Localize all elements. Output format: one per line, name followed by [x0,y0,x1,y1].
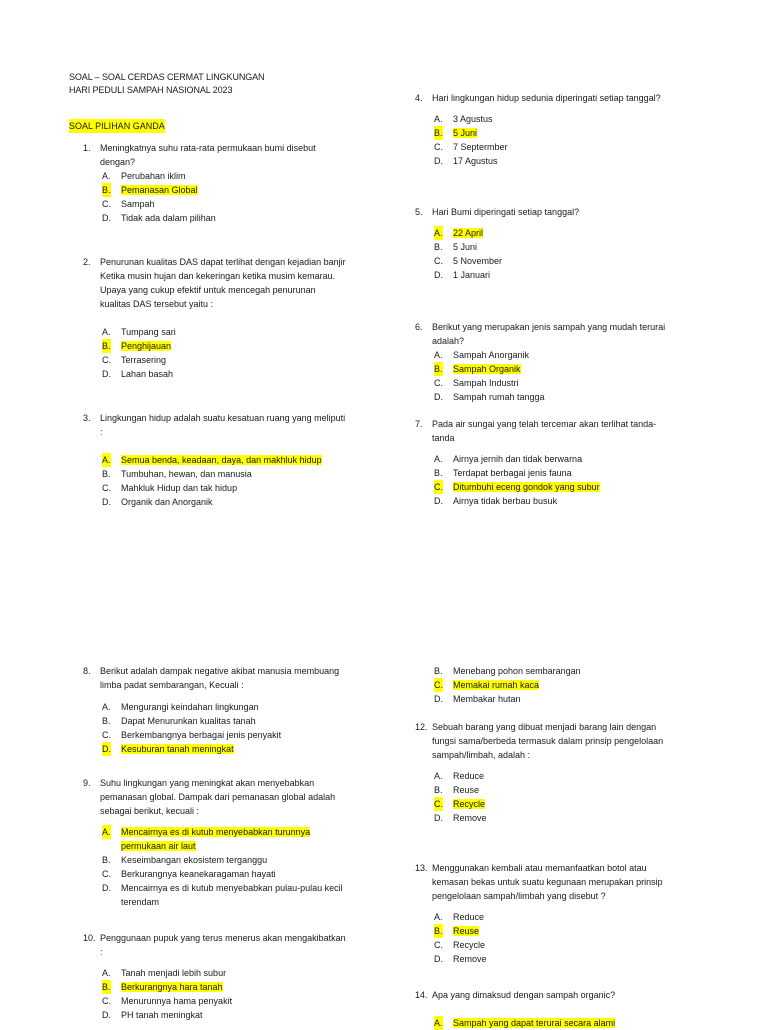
question-text [432,988,722,1002]
option-text-line: Menurunnya hama penyakit [121,996,233,1006]
option-text-line: Semua benda, keadaan, daya, dan makhluk hidup [121,455,322,465]
option-letter: C. [102,996,111,1006]
question-number: 6. [415,322,423,332]
option-text-line: Menebang pohon sembarangan [453,666,581,676]
question-text-line: Ketika musin hujan dan kekeringan ketika musim kemarau. [100,271,336,281]
option-text [453,390,545,404]
option-text [121,994,232,1008]
question-text [100,776,390,818]
option-text-line: Sampah Industri [453,378,519,388]
question-text-line: Hari Bumi diperingati setiap tanggal? [432,207,580,217]
option-text-line: 22 April [453,228,484,238]
option-letter: D. [434,496,443,506]
question-text-line: : [100,947,103,957]
option-letter: A. [102,702,111,712]
option-text-line: Ditumbuhi eceng gondok yang subur [453,482,600,492]
option-letter: B. [434,364,443,374]
option-letter: D. [102,883,111,893]
option-text [453,783,479,797]
question-number: 1. [83,143,91,153]
option-text [121,742,234,756]
option-text-line: 1 Januari [453,270,491,280]
option-letter: D. [434,813,443,823]
option-text [453,952,487,966]
option-letter: C. [102,355,111,365]
question-number: 13. [415,863,428,873]
option-letter: B. [434,128,443,138]
option-letter: C. [434,142,443,152]
document-title-line-1: SOAL – SOAL CERDAS CERMAT LINGKUNGAN [69,72,265,82]
option-text-line: 3 Agustus [453,114,493,124]
question-text-line: Berikut yang merupakan jenis sampah yang mudah terurai [432,322,666,332]
question-text-line: Apa yang dimaksud dengan sampah organic? [432,990,616,1000]
question-text-line: fungsi sama/berbeda termasuk dalam prinsip pengelolaan [432,736,664,746]
option-text [453,126,477,140]
option-letter: C. [434,940,443,950]
option-text-line: Penghijauan [121,341,172,351]
option-text [453,452,582,466]
question-text-line: Menggunakan kembali atau memanfaatkan botol atau [432,863,647,873]
option-letter: D. [434,954,443,964]
option-letter: C. [102,199,111,209]
question-text-line: Lingkungan hidup adalah suatu kesatuan ruang yang meliputi [100,413,346,423]
option-text-line: Dapat Menurunkan kualitas tanah [121,716,256,726]
option-text [453,348,529,362]
question-text [100,255,390,311]
option-letter: A. [102,171,111,181]
option-text [453,797,485,811]
option-text-line: Tumpang sari [121,327,176,337]
question-text [432,205,722,219]
option-text-line: Mencairnya es di kutub menyebabkan turunnya [121,827,311,837]
option-text-line: 7 Septermber [453,142,508,152]
option-text [121,325,176,339]
question-text-line: Meningkatnya suhu rata-rata permukaan bumi disebut [100,143,316,153]
option-text-line-2: permukaan air laut [121,841,196,851]
option-text [453,226,483,240]
option-letter: D. [102,369,111,379]
option-text [453,811,487,825]
option-text [453,268,490,282]
option-letter: C. [434,256,443,266]
option-letter: A. [102,968,111,978]
option-text [453,376,519,390]
question-text-line: Upaya yang cukup efektif untuk mencegah penurunan [100,285,316,295]
option-letter: B. [102,341,111,351]
option-letter: A. [434,1018,443,1028]
option-letter: A. [102,827,111,837]
document-title-line-2: HARI PEDULI SAMPAH NASIONAL 2023 [69,85,233,95]
option-text-line: Sampah [121,199,155,209]
option-text [121,495,213,509]
option-text-line: Perubahan iklim [121,171,186,181]
option-text [453,362,521,376]
option-letter: A. [434,454,443,464]
question-text [432,320,702,348]
question-number: 10. [83,933,96,943]
question-text-line: limba padat sembarangan, Kecuali : [100,680,244,690]
option-text-line: Berkembangnya berbagai jenis penyakit [121,730,282,740]
option-text-line: Reduce [453,771,485,781]
question-text-line: Pada air sungai yang telah tercemar akan terlihat tanda- [432,419,657,429]
option-text-line: Sampah Organik [453,364,521,374]
question-text [432,417,702,445]
question-text [100,664,390,692]
option-text [453,140,508,154]
option-text-line: Pemanasan Global [121,185,198,195]
option-text-line: Membakar hutan [453,694,521,704]
option-letter: D. [434,392,443,402]
question-text-line: Penurunan kualitas DAS dapat terlihat dengan kejadian banjir [100,257,346,267]
option-text-line: 5 Juni [453,128,478,138]
option-text [453,1016,615,1030]
option-letter: B. [102,716,111,726]
option-text-line: 5 Juni [453,242,478,252]
option-text [121,980,223,994]
option-text [453,466,572,480]
option-letter: C. [102,483,111,493]
option-text-line: Sampah yang dapat terurai secara alami [453,1018,616,1028]
option-letter: C. [434,680,443,690]
option-text [453,938,485,952]
option-text [121,367,173,381]
option-text [121,467,252,481]
option-letter: A. [102,455,111,465]
option-letter: B. [434,926,443,936]
question-number: 4. [415,93,423,103]
question-text [432,861,722,903]
option-letter: B. [102,185,111,195]
option-text-line: Terdapat berbagai jenis fauna [453,468,572,478]
option-text [121,169,186,183]
option-letter: D. [434,156,443,166]
option-letter: B. [102,855,111,865]
question-text-line: Penggunaan pupuk yang terus menerus akan mengakibatkan [100,933,346,943]
question-text [432,720,722,762]
option-text-line-2: terendam [121,897,160,907]
option-text-line: Sampah rumah tangga [453,392,545,402]
option-text-line: Airnya tidak berbau busuk [453,496,558,506]
option-text-line: Keseimbangan ekosistem terganggu [121,855,268,865]
option-text [453,692,521,706]
option-letter: A. [434,228,443,238]
option-letter: A. [434,771,443,781]
question-text-line: tanda [432,433,455,443]
option-letter: C. [434,482,443,492]
option-text [453,112,493,126]
question-number: 8. [83,666,91,676]
option-text [453,910,484,924]
question-text-line: sebagai berikut, kecuali : [100,806,200,816]
option-text [453,240,477,254]
option-text [121,183,198,197]
option-text [453,664,581,678]
option-text-line: Recycle [453,940,486,950]
option-text-line: Remove [453,954,487,964]
question-number: 5. [415,207,423,217]
option-text-line: Mengurangi keindahan lingkungan [121,702,259,712]
option-text-line: Lahan basah [121,369,174,379]
option-letter: A. [434,912,443,922]
option-text [453,480,600,494]
option-text-line: Reuse [453,785,480,795]
question-number: 7. [415,419,423,429]
option-text-line: Organik dan Anorganik [121,497,213,507]
option-text-line: Airnya jernih dan tidak berwarna [453,454,583,464]
option-letter: D. [102,1010,111,1020]
option-text [121,1008,203,1022]
question-number: 14. [415,990,428,1000]
option-text [453,254,502,268]
question-text-line: : [100,427,103,437]
option-text-line: Tidak ada dalam pilihan [121,213,216,223]
option-text [453,769,484,783]
question-text-line: kualitas DAS tersebut yaitu : [100,299,214,309]
section-title: SOAL PILIHAN GANDA [69,121,165,131]
option-letter: B. [434,242,443,252]
option-text [453,678,539,692]
question-text [100,141,370,169]
option-letter: B. [102,469,111,479]
option-text-line: Sampah Anorganik [453,350,530,360]
question-text-line: pemanasan global. Dampak dari pemanasan global adalah [100,792,336,802]
option-letter: A. [102,327,111,337]
option-letter: B. [434,468,443,478]
option-text [121,453,322,467]
option-text [121,197,155,211]
option-text [121,966,226,980]
option-text [121,339,171,353]
question-text-line: adalah? [432,336,465,346]
option-letter: C. [102,869,111,879]
option-letter: B. [102,982,111,992]
question-text [100,931,390,959]
question-number: 3. [83,413,91,423]
option-letter: C. [434,378,443,388]
question-text-line: dengan? [100,157,136,167]
option-text [453,924,479,938]
option-text [121,867,276,881]
option-text-line: Berkurangnya hara tanah [121,982,223,992]
question-text-line: sampah/limbah, adalah : [432,750,531,760]
option-letter: C. [102,730,111,740]
option-letter: D. [434,270,443,280]
option-text-line: Mahkluk Hidup dan tak hidup [121,483,238,493]
option-text [121,211,216,225]
option-letter: A. [434,114,443,124]
option-text-line: Berkurangnya keanekaragaman hayati [121,869,276,879]
question-number: 12. [415,722,428,732]
option-text-line: Remove [453,813,487,823]
option-letter: D. [102,744,111,754]
option-letter: D. [434,694,443,704]
question-text-line: Hari lingkungan hidup sedunia diperingati setiap tanggal? [432,93,661,103]
option-text [453,154,498,168]
option-letter: C. [434,799,443,809]
option-letter: B. [434,785,443,795]
option-text-line: Tanah menjadi lebih subur [121,968,227,978]
option-letter: D. [102,497,111,507]
question-number: 2. [83,257,91,267]
option-text-line: Tumbuhan, hewan, dan manusia [121,469,252,479]
option-text [121,728,281,742]
option-text-line: Reuse [453,926,480,936]
option-text [121,481,237,495]
question-text [100,411,390,439]
option-text [453,494,557,508]
question-text-line: Suhu lingkungan yang meningkat akan menyebabkan [100,778,315,788]
option-text-line: PH tanah meningkat [121,1010,203,1020]
question-text-line: Berikut adalah dampak negative akibat manusia membuang [100,666,340,676]
option-letter: D. [102,213,111,223]
question-text-line: Sebuah barang yang dibuat menjadi barang lain dengan [432,722,657,732]
option-text [121,853,267,867]
option-text [121,714,256,728]
option-text-line: 5 November [453,256,503,266]
option-text [121,700,259,714]
option-text-line: Kesuburan tanah meningkat [121,744,234,754]
question-text-line: kemasan bekas untuk suatu kegunaan merupakan prinsip [432,877,663,887]
option-text-line: Reduce [453,912,485,922]
option-text-line: Terrasering [121,355,167,365]
question-number: 9. [83,778,91,788]
option-text [121,353,166,367]
option-text-line: Memakai rumah kaca [453,680,540,690]
option-text [121,825,361,853]
option-text-line: 17 Agustus [453,156,498,166]
question-text [432,91,722,105]
option-letter: A. [434,350,443,360]
option-text-line: Mencairnya es di kutub menyebabkan pulau-pulau kecil [121,883,343,893]
option-letter: B. [434,666,443,676]
option-text [121,881,361,909]
question-text-line: pengelolaan sampah/limbah yang disebut ? [432,891,606,901]
option-text-line: Recycle [453,799,486,809]
